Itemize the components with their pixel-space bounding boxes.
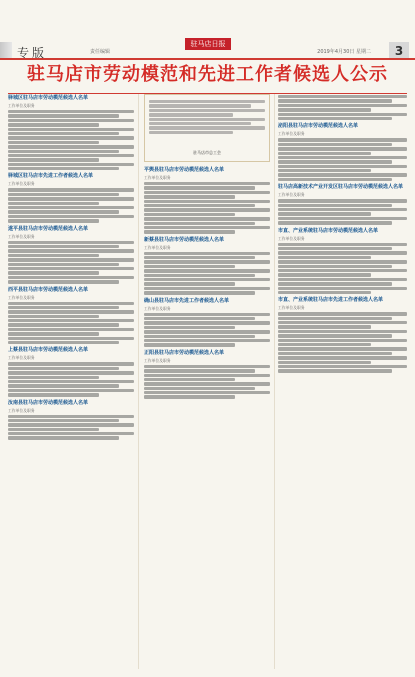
text-line: [144, 226, 270, 229]
headline: 驻马店市劳动模范和先进工作者候选人公示: [0, 60, 415, 90]
text-line: [278, 312, 407, 315]
list-subtitle: 工作单位及职务: [144, 305, 171, 311]
masthead-logo: 驻马店日报: [185, 38, 231, 50]
text-line: [144, 256, 255, 259]
text-line: [8, 254, 99, 257]
text-line: [8, 158, 99, 161]
text-line: [144, 391, 270, 394]
candidate-list: [8, 173, 134, 222]
text-line: [8, 193, 119, 196]
candidate-list: [278, 228, 407, 295]
text-line: [278, 369, 392, 372]
text-line: [149, 122, 251, 125]
candidate-list: [278, 297, 407, 372]
text-line: [8, 341, 119, 344]
candidate-list: [278, 123, 407, 181]
text-line: [278, 343, 371, 346]
candidate-list: [144, 298, 270, 347]
notice-footer: 驻马店市总工会: [193, 150, 221, 155]
text-line: [278, 282, 392, 285]
text-line: [144, 274, 255, 277]
text-line: [278, 356, 407, 359]
text-line: [278, 365, 407, 368]
text-line: [8, 167, 119, 170]
text-line: [144, 330, 270, 333]
text-line: [144, 217, 270, 220]
text-line: [278, 152, 371, 155]
text-line: [8, 202, 99, 205]
text-line: [144, 200, 270, 203]
text-line: [8, 419, 119, 422]
text-line: [8, 280, 119, 283]
text-line: [278, 143, 392, 146]
candidate-list: [144, 237, 270, 295]
text-line: [278, 243, 407, 246]
text-line: [278, 178, 392, 181]
text-line: [8, 389, 134, 392]
text-line: [144, 282, 235, 285]
text-line: [278, 291, 371, 294]
text-line: [8, 267, 134, 270]
text-line: [144, 326, 235, 329]
candidate-list: [8, 95, 134, 170]
text-line: [8, 123, 99, 126]
text-line: [8, 415, 134, 418]
text-line: [144, 222, 255, 225]
list-title: 上蔡县驻马店市劳动模范候选人名单: [8, 347, 89, 354]
text-line: [8, 241, 134, 244]
candidate-list: [8, 400, 134, 440]
text-line: [144, 265, 235, 268]
text-line: [278, 208, 407, 211]
candidate-list: [8, 226, 134, 284]
text-line: [8, 258, 134, 261]
text-line: [278, 204, 392, 207]
list-subtitle: 工作单位及职务: [144, 357, 171, 363]
text-line: [8, 132, 119, 135]
list-subtitle: 工作单位及职务: [8, 407, 35, 413]
text-line: [278, 169, 371, 172]
text-line: [8, 215, 134, 218]
text-line: [278, 334, 392, 337]
text-line: [144, 230, 235, 233]
left-column: [8, 94, 134, 669]
text-line: [8, 332, 99, 335]
list-subtitle: 工作单位及职务: [278, 235, 305, 241]
text-line: [8, 263, 119, 266]
text-line: [278, 247, 392, 250]
list-title: 新蔡县驻马店市劳动模范候选人名单: [144, 236, 225, 243]
text-line: [278, 352, 392, 355]
text-line: [8, 384, 119, 387]
text-line: [144, 260, 270, 263]
text-line: [278, 95, 407, 98]
text-line: [8, 428, 99, 431]
text-line: [8, 119, 134, 122]
candidate-list: [278, 95, 407, 120]
text-line: [278, 361, 371, 364]
text-line: [8, 210, 119, 213]
text-line: [144, 269, 270, 272]
text-line: [8, 306, 119, 309]
text-line: [278, 265, 392, 268]
list-title: 汝南县驻马店市劳动模范候选人名单: [8, 399, 89, 406]
text-line: [8, 197, 134, 200]
text-line: [149, 113, 233, 116]
text-line: [278, 260, 407, 263]
text-line: [8, 128, 134, 131]
text-line: [8, 371, 134, 374]
list-subtitle: 工作单位及职务: [8, 103, 35, 108]
text-line: [144, 335, 255, 338]
text-line: [278, 256, 371, 259]
list-subtitle: 工作单位及职务: [8, 355, 35, 361]
text-line: [278, 221, 392, 224]
column-divider: [274, 94, 275, 669]
text-line: [149, 131, 233, 134]
text-line: [8, 319, 134, 322]
list-title: 驻马店高新技术产业开发区驻马店市劳动模范候选人名单: [278, 184, 404, 191]
text-line: [278, 160, 392, 163]
text-line: [278, 173, 407, 176]
text-line: [8, 150, 119, 153]
list-title: 驿城区驻马店市劳动模范候选人名单: [8, 95, 89, 101]
text-line: [144, 186, 255, 189]
candidate-list: [8, 287, 134, 345]
list-title: 驿城区驻马店市先进工作者候选人名单: [8, 173, 94, 180]
text-line: [278, 317, 392, 320]
list-title: 市直、产业系统驻马店市劳动模范候选人名单: [278, 227, 379, 234]
text-line: [278, 339, 407, 342]
text-line: [8, 362, 134, 365]
text-line: [278, 104, 407, 107]
text-line: [8, 245, 119, 248]
text-line: [144, 313, 270, 316]
list-subtitle: 工作单位及职务: [8, 294, 35, 300]
text-line: [144, 365, 270, 368]
list-subtitle: 工作单位及职务: [8, 181, 35, 187]
text-line: [278, 138, 407, 141]
list-subtitle: 工作单位及职务: [278, 192, 305, 198]
candidate-list: [144, 167, 270, 234]
text-line: [8, 302, 134, 305]
list-subtitle: 工作单位及职务: [278, 305, 305, 311]
list-subtitle: 工作单位及职务: [144, 244, 171, 250]
text-line: [144, 387, 255, 390]
header-meta-right: 2019年4月30日 星期二: [317, 49, 371, 55]
text-line: [149, 104, 251, 107]
text-line: [144, 321, 270, 324]
section-marker: [0, 42, 12, 58]
text-line: [144, 252, 270, 255]
text-line: [278, 113, 407, 116]
text-line: [144, 287, 270, 290]
text-line: [8, 145, 134, 148]
header-meta-left: 责任编辑: [90, 49, 111, 55]
list-title: 市直、产业系统驻马店市先进工作者候选人名单: [278, 297, 384, 304]
text-line: [8, 249, 134, 252]
text-line: [144, 191, 270, 194]
text-line: [278, 278, 407, 281]
list-title: 正阳县驻马店市劳动模范候选人名单: [144, 349, 225, 356]
text-line: [278, 165, 407, 168]
text-line: [278, 147, 407, 150]
text-line: [278, 287, 407, 290]
list-subtitle: 工作单位及职务: [278, 131, 305, 137]
text-line: [8, 337, 134, 340]
text-line: [8, 380, 134, 383]
list-title: 确山县驻马店市先进工作者候选人名单: [144, 297, 230, 304]
text-line: [8, 110, 134, 113]
text-line: [278, 330, 407, 333]
text-line: [278, 99, 392, 102]
text-line: [278, 108, 371, 111]
text-line: [144, 395, 235, 398]
text-line: [278, 269, 407, 272]
text-line: [144, 213, 235, 216]
list-title: 遂平县驻马店市劳动模范候选人名单: [8, 225, 89, 232]
text-line: [8, 432, 134, 435]
section-title: 专版: [17, 46, 48, 60]
text-line: [278, 156, 407, 159]
text-line: [278, 117, 392, 120]
text-line: [8, 163, 134, 166]
list-title: 西平县驻马店市劳动模范候选人名单: [8, 286, 89, 293]
text-line: [144, 339, 270, 342]
text-line: [8, 141, 99, 144]
text-line: [8, 323, 119, 326]
list-title: 泌阳县驻马店市劳动模范候选人名单: [278, 123, 359, 130]
text-line: [278, 347, 407, 350]
column-divider: [138, 94, 139, 669]
text-line: [8, 136, 134, 139]
text-line: [8, 376, 99, 379]
page-header: [0, 0, 415, 60]
text-line: [278, 212, 371, 215]
page-number: 3: [389, 42, 409, 60]
text-line: [278, 251, 407, 254]
candidate-list: [278, 184, 407, 224]
text-line: [149, 126, 265, 129]
text-line: [144, 343, 235, 346]
text-line: [278, 217, 407, 220]
text-line: [144, 182, 270, 185]
text-line: [8, 188, 134, 191]
text-line: [149, 109, 265, 112]
text-line: [8, 154, 134, 157]
candidate-list: [8, 347, 134, 396]
text-line: [144, 195, 235, 198]
text-line: [8, 276, 134, 279]
text-line: [278, 325, 371, 328]
text-line: [278, 273, 371, 276]
text-line: [8, 206, 134, 209]
article-body: [8, 93, 407, 669]
text-line: [144, 317, 255, 320]
notice-box: [144, 94, 270, 162]
text-line: [144, 278, 270, 281]
list-subtitle: 工作单位及职务: [144, 175, 171, 180]
text-line: [144, 378, 235, 381]
text-line: [8, 423, 134, 426]
list-title: 平舆县驻马店市劳动模范候选人名单: [144, 167, 225, 173]
text-line: [8, 219, 99, 222]
candidate-list: [144, 350, 270, 399]
text-line: [144, 382, 270, 385]
text-line: [144, 374, 270, 377]
text-line: [278, 199, 407, 202]
right-column: [278, 94, 407, 669]
text-line: [8, 310, 134, 313]
text-line: [149, 118, 265, 121]
text-line: [144, 369, 255, 372]
text-line: [8, 393, 99, 396]
text-line: [8, 271, 99, 274]
text-line: [278, 321, 407, 324]
middle-column: [144, 166, 270, 669]
text-line: [8, 436, 119, 439]
text-line: [8, 328, 134, 331]
text-line: [144, 291, 255, 294]
text-line: [8, 114, 119, 117]
text-line: [149, 100, 265, 103]
text-line: [8, 367, 119, 370]
text-line: [144, 208, 270, 211]
text-line: [144, 204, 255, 207]
text-line: [8, 315, 99, 318]
list-subtitle: 工作单位及职务: [8, 233, 35, 239]
